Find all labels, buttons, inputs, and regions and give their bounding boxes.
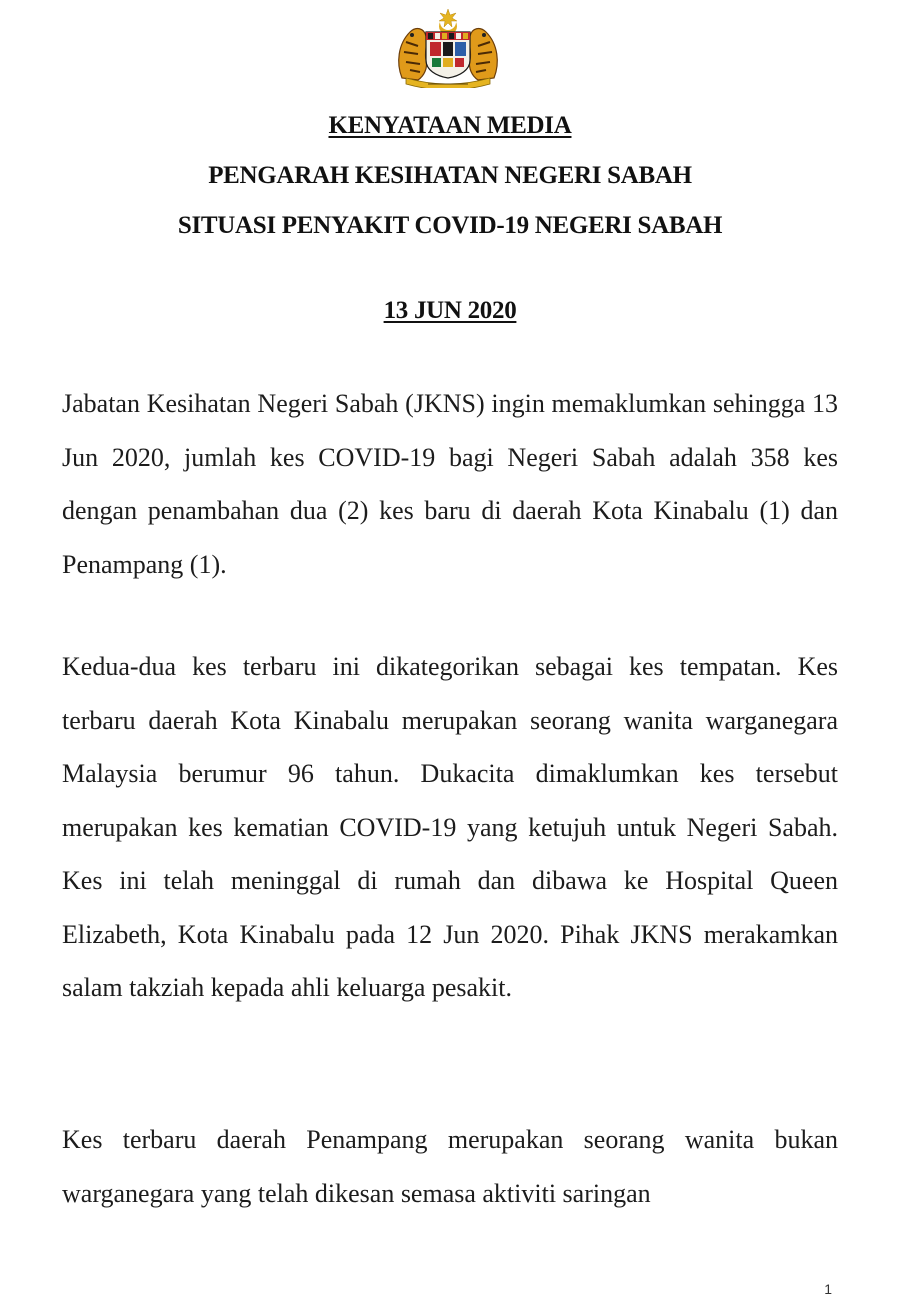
page-number: 1 [824,1281,832,1297]
press-release-titles [0,112,900,262]
release-date: 13 JUN 2020 [383,297,517,324]
paragraph-summary: Jabatan Kesihatan Negeri Sabah (JKNS) ingin memaklumkan sehingga 13 Jun 2020, jumlah kes COVID-19 bagi Negeri Sabah adalah 358 kes dengan penambahan dua (2) kes baru di daerah Kota Kinabalu (1) dan Penampang (1). [62,389,838,579]
malaysia-coat-of-arms-icon [388,8,508,88]
title-media-statement: KENYATAAN MEDIA [328,112,572,139]
title-covid-situation: SITUASI PENYAKIT COVID-19 NEGERI SABAH [177,212,723,239]
paragraph-penampang-case: Kes terbaru daerah Penampang merupakan seorang wanita bukan warganegara yang telah dikesan semasa aktiviti saringan [62,1125,838,1208]
paragraph-kota-kinabalu-case: Kedua-dua kes terbaru ini dikategorikan sebagai kes tempatan. Kes terbaru daerah Kota Kinabalu merupakan seorang wanita warganegara Malaysia berumur 96 tahun. Dukacita dimaklumkan kes tersebut merupakan kes kematian COVID-19 yang ketujuh untuk Negeri Sabah. Kes ini telah meninggal di rumah dan dibawa ke Hospital Queen Elizabeth, Kota Kinabalu pada 12 Jun 2020. Pihak JKNS merakamkan salam takziah kepada ahli keluarga pesakit. [62,652,838,1002]
title-health-director: PENGARAH KESIHATAN NEGERI SABAH [208,162,692,189]
